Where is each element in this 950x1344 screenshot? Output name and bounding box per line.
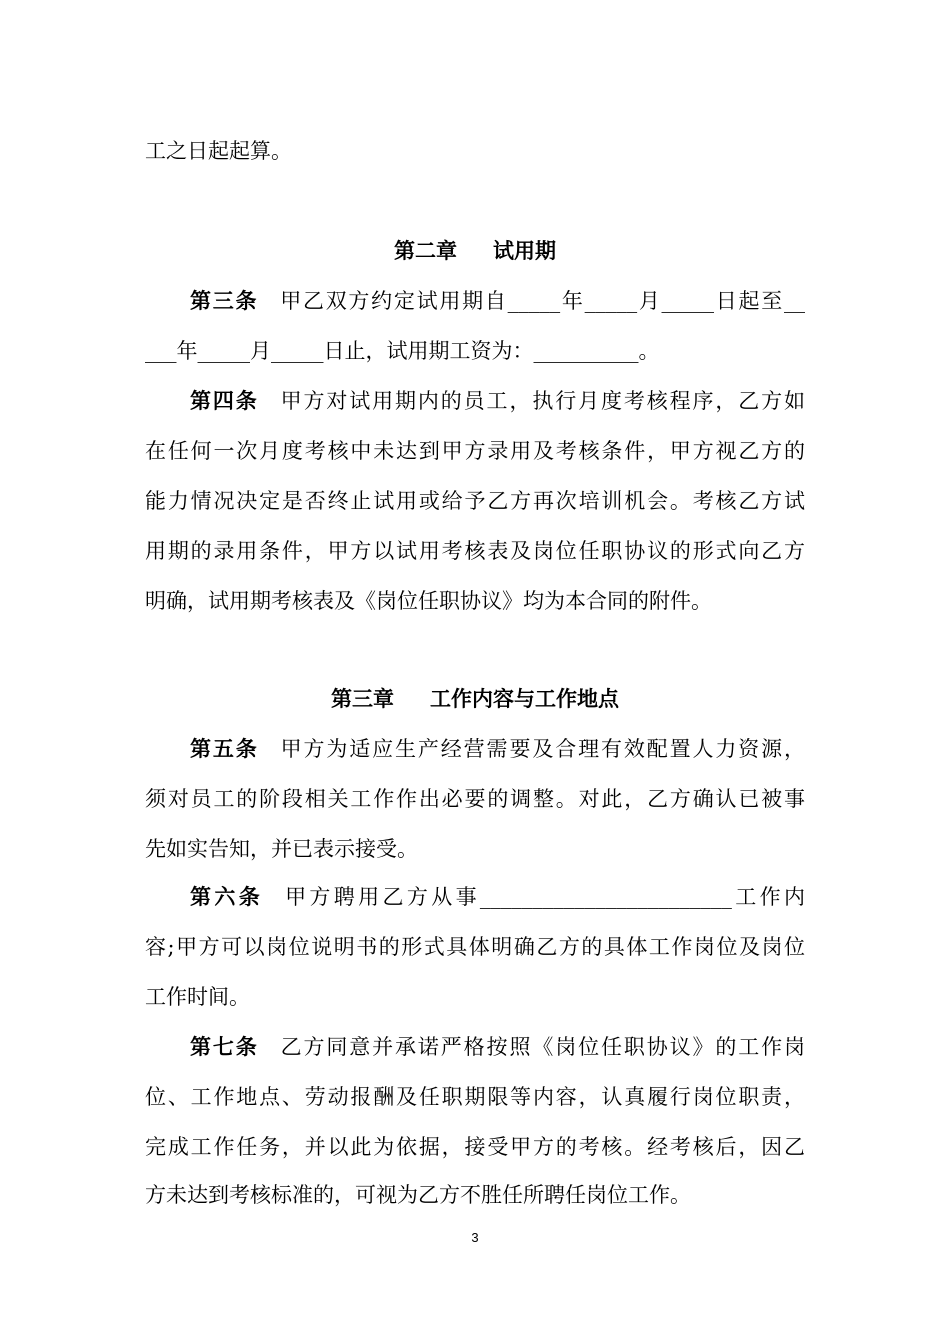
- article-3-line-1: [190, 286, 805, 316]
- article-text: 甲方为适应生产经营需要及合理有效配置人力资源，: [280, 737, 805, 761]
- article-text: 乙方同意并承诺严格按照《岗位任职协议》的工作岗: [280, 1035, 805, 1059]
- article-4-line-1: [190, 386, 805, 416]
- article-6-line-2: 容;甲方可以岗位说明书的形式具体明确乙方的具体工作岗位及岗位: [145, 935, 805, 959]
- article-6-line-3: 工作时间。: [145, 985, 250, 1009]
- article-7-line-3: 完成工作任务，并以此为依据，接受甲方的考核。经考核后，因乙: [145, 1135, 805, 1159]
- chapter-heading-3: [0, 684, 950, 714]
- article-text: 甲乙双方约定试用期自_____年_____月_____日起至__: [280, 289, 806, 313]
- article-7-line-1: [190, 1032, 805, 1062]
- article-text: 甲方对试用期内的员工，执行月度考核程序，乙方如: [280, 389, 805, 413]
- continuation-text: 工之日起起算。: [145, 139, 292, 163]
- article-3-line-2: ___年_____月_____日止，试用期工资为：__________。: [145, 339, 660, 363]
- article-label: 第三条: [190, 288, 259, 313]
- article-6-line-1: [190, 882, 805, 912]
- article-5-line-3: 先如实告知，并已表示接受。: [145, 837, 418, 861]
- page-number: 3: [471, 1230, 479, 1245]
- article-label: 第五条: [190, 736, 259, 761]
- article-label: 第七条: [190, 1034, 259, 1059]
- chapter-heading-2: [0, 236, 950, 266]
- chapter-number: 第二章: [394, 238, 457, 263]
- article-label: 第四条: [190, 388, 259, 413]
- article-7-line-2: 位、工作地点、劳动报酬及任职期限等内容，认真履行岗位职责，: [145, 1085, 805, 1109]
- article-4-line-3: 能力情况决定是否终止试用或给予乙方再次培训机会。考核乙方试: [145, 489, 805, 513]
- article-7-line-4: 方未达到考核标准的，可视为乙方不胜任所聘任岗位工作。: [145, 1183, 691, 1207]
- chapter-title: 工作内容与工作地点: [430, 686, 619, 711]
- article-5-line-1: [190, 734, 805, 764]
- article-4-line-4: 用期的录用条件，甲方以试用考核表及岗位任职协议的形式向乙方: [145, 539, 805, 563]
- article-4-line-2: 在任何一次月度考核中未达到甲方录用及考核条件，甲方视乙方的: [145, 439, 805, 463]
- article-text: 甲方聘用乙方从事________________________工作内: [285, 885, 806, 909]
- article-5-line-2: 须对员工的阶段相关工作作出必要的调整。对此，乙方确认已被事: [145, 787, 805, 811]
- article-label: 第六条: [190, 884, 264, 909]
- chapter-title: 试用期: [493, 238, 556, 263]
- article-4-line-5: 明确，试用期考核表及《岗位任职协议》均为本合同的附件。: [145, 589, 712, 613]
- chapter-number: 第三章: [331, 686, 394, 711]
